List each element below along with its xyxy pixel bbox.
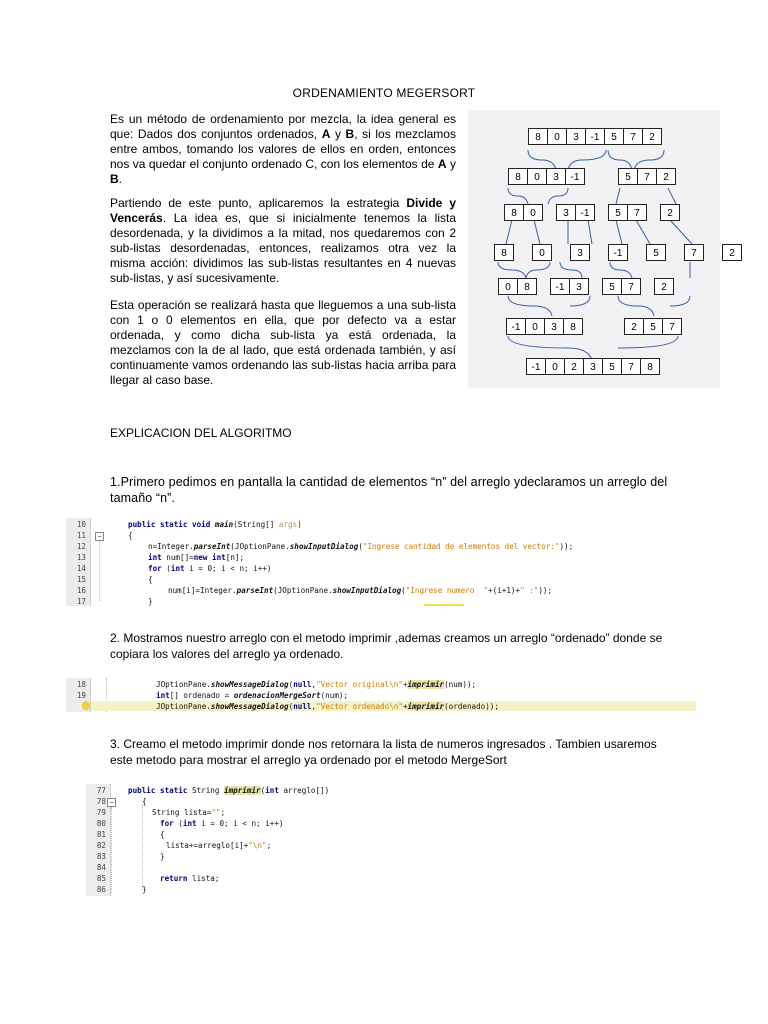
line-number: 83	[96, 852, 106, 861]
row3-cell: 5	[608, 204, 628, 221]
line-number: 13	[76, 553, 86, 562]
row4-cell: 7	[684, 244, 704, 261]
line-number: 15	[76, 575, 86, 584]
indent-guide	[142, 804, 143, 890]
line-number: 78	[96, 797, 106, 806]
step-1-text: 1.Primero pedimos en pantalla la cantidad de elementos “n” del arreglo ydeclaramos un arreglo del tamaño “n”.	[110, 475, 668, 505]
row5-cell: 5	[602, 278, 622, 295]
highlight-mark	[424, 604, 464, 606]
row5-cell: 2	[654, 278, 674, 295]
row1-cell: 0	[547, 128, 567, 145]
row3-cell: 2	[660, 204, 680, 221]
p2-bold-divide: Divide y Vencerás	[110, 196, 456, 225]
row1-cell: -1	[585, 128, 605, 145]
intro-paragraph-1	[110, 112, 456, 187]
p1-text-d: , si los mezclamos entre ambos, tomando los valores de ellos en orden, entonces nos va quedar el conjunto ordenado C, con los elementos de	[110, 127, 456, 171]
row3-cell: 0	[523, 204, 543, 221]
p1-text-end: .	[118, 172, 123, 186]
row5-cell: 7	[621, 278, 641, 295]
document-title: ORDENAMIENTO MEGERSORT	[292, 86, 476, 100]
row3-cell: -1	[575, 204, 595, 221]
p1-bold-a2: A	[437, 157, 447, 171]
row5-cell: -1	[550, 278, 570, 295]
code-line-12: n=Integer.parseInt(JOptionPane.showInputDialog("Ingrese cantidad de elementos del vector:"));	[148, 542, 574, 551]
row1-cell: 7	[623, 128, 643, 145]
row7-cell: 8	[640, 358, 660, 375]
code-line-86: }	[142, 885, 147, 894]
row3-cell: 3	[556, 204, 576, 221]
row5-cell: 8	[517, 278, 537, 295]
fold-guide	[99, 541, 100, 601]
p2-text-b: . La idea es, que si inicialmente tenemos la lista desordenada, y la dividimos a la mitad, nos quedaremos con 2 sub-listas desordenadas, entonces, realizamos otra vez la misma acción: dividimos las sub-listas resultantes en 4 nuevas sub-listas, y así sucesivamente.	[110, 211, 456, 285]
code-line-77: public static String imprimir(int arreglo[])	[128, 786, 330, 795]
code-block-imprimir	[86, 784, 366, 896]
row6a-cell: -1	[506, 318, 526, 335]
p1-bold-b2: B	[110, 172, 119, 186]
line-number: 85	[96, 874, 106, 883]
row4-cell: 0	[532, 244, 552, 261]
row3-cell: 7	[627, 204, 647, 221]
code-line-11: {	[128, 531, 133, 540]
row7-cell: 5	[602, 358, 622, 375]
code-line-80: for (int i = 0; i < n; i++)	[160, 819, 284, 828]
row6a-cell: 3	[544, 318, 564, 335]
p1-bold-a: A	[321, 127, 331, 141]
code-line-16: num[i]=Integer.parseInt(JOptionPane.showInputDialog("Ingrese numero "+(i+1)+" :"));	[168, 586, 553, 595]
fold-guide	[111, 807, 112, 893]
line-number: 10	[76, 520, 86, 529]
row6b-cell: 7	[662, 318, 682, 335]
row2b-cell: 2	[656, 168, 676, 185]
row5-cell: 3	[569, 278, 589, 295]
line-number: 84	[96, 863, 106, 872]
code-line-14: for (int i = 0; i < n; i++)	[148, 564, 272, 573]
p1-text-y: y	[334, 127, 341, 141]
line-number: 77	[96, 786, 106, 795]
intro-paragraph-3: Esta operación se realizará hasta que lleguemos a una sub-lista con 1 o 0 elementos en ella, que por defecto va a estar ordenada, y como dicha sub-lista ya está ordenada, la mezclamos con la de al lado, que está ordenada también, y así continuamente vamos ordenando las sub-listas hacia arriba para llegar al caso base.	[110, 298, 456, 387]
p2-text-a: Partiendo de este punto, aplicaremos la estrategia	[110, 196, 400, 210]
row2a-cell: 8	[508, 168, 528, 185]
mergesort-diagram	[468, 110, 735, 388]
code-line-15: {	[148, 575, 153, 584]
line-number: 18	[76, 680, 86, 689]
row7-cell: 7	[621, 358, 641, 375]
step-2-text: 2. Mostramos nuestro arreglo con el metodo imprimir ,ademas creamos un arreglo “ordenado” donde se copiara los valores del arreglo ya ordenado.	[110, 631, 663, 661]
p1-bold-b: B	[345, 127, 355, 141]
row6a-cell: 8	[563, 318, 583, 335]
line-number: 11	[76, 531, 86, 540]
line-number: 12	[76, 542, 86, 551]
row2a-cell: -1	[565, 168, 585, 185]
row5-cell: 0	[498, 278, 518, 295]
code-line-78: {	[142, 797, 147, 806]
row6a-cell: 0	[525, 318, 545, 335]
code-line-79: String lista="";	[152, 808, 226, 817]
row1-cell: 5	[604, 128, 624, 145]
step-3-text: 3. Creamo el metodo imprimir donde nos retornara la lista de numeros ingresados . Tambien usaremos este metodo para mostrar el arreglo ya ordenado por el metodo MergeSort	[110, 737, 657, 767]
intro-paragraph-2	[110, 196, 456, 286]
section-heading-algoritmo: EXPLICACION DEL ALGORITMO	[110, 426, 292, 440]
code-line-10: public static void main(String[] args)	[128, 520, 302, 529]
code-line-81: {	[160, 830, 165, 839]
row7-cell: 2	[564, 358, 584, 375]
row4-cell: 8	[494, 244, 514, 261]
line-number: 19	[76, 691, 86, 700]
code-line-18: JOptionPane.showMessageDialog(null,"Vector original\n"+imprimir(num));	[156, 680, 477, 689]
row7-cell: 0	[545, 358, 565, 375]
code-line-85: return lista;	[160, 874, 220, 883]
row2b-cell: 7	[637, 168, 657, 185]
row2a-cell: 3	[546, 168, 566, 185]
code-line-20: JOptionPane.showMessageDialog(null,"Vector ordenado\n"+imprimir(ordenado));	[156, 702, 499, 711]
code-line-83: }	[160, 852, 165, 861]
row4-cell: 5	[646, 244, 666, 261]
row2a-cell: 0	[527, 168, 547, 185]
row6b-cell: 5	[643, 318, 663, 335]
row4-cell: 3	[570, 244, 590, 261]
row7-cell: 3	[583, 358, 603, 375]
code-line-13: int num[]=new int[n];	[148, 553, 245, 562]
row7-cell: -1	[526, 358, 546, 375]
line-number: 17	[76, 597, 86, 606]
fold-toggle-icon[interactable]: −	[107, 798, 116, 807]
row1-cell: 3	[566, 128, 586, 145]
row3-cell: 8	[504, 204, 524, 221]
p1-text-a: Es un método de ordenamiento por mezcla, la idea general es que: Dados dos conjuntos ordenados,	[110, 112, 456, 141]
line-number: 80	[96, 819, 106, 828]
code-block-main	[66, 518, 574, 606]
code-line-82: lista+=arreglo[i]+"\n";	[166, 841, 272, 850]
row1-cell: 2	[642, 128, 662, 145]
fold-toggle-icon[interactable]: −	[95, 532, 104, 541]
row4-cell: 2	[722, 244, 742, 261]
line-number: 81	[96, 830, 106, 839]
row6b-cell: 2	[624, 318, 644, 335]
line-number: 16	[76, 586, 86, 595]
row2b-cell: 5	[618, 168, 638, 185]
row4-cell: -1	[608, 244, 628, 261]
code-block-print-calls	[66, 678, 696, 712]
p1-text-y2: y	[450, 157, 456, 171]
line-number: 79	[96, 808, 106, 817]
code-line-19: int[] ordenado = ordenacionMergeSort(num);	[156, 691, 349, 700]
lightbulb-hint-icon[interactable]	[82, 701, 90, 710]
line-number: 86	[96, 885, 106, 894]
line-number: 14	[76, 564, 86, 573]
code-line-17: }	[148, 597, 153, 606]
line-number: 82	[96, 841, 106, 850]
row1-cell: 8	[528, 128, 548, 145]
